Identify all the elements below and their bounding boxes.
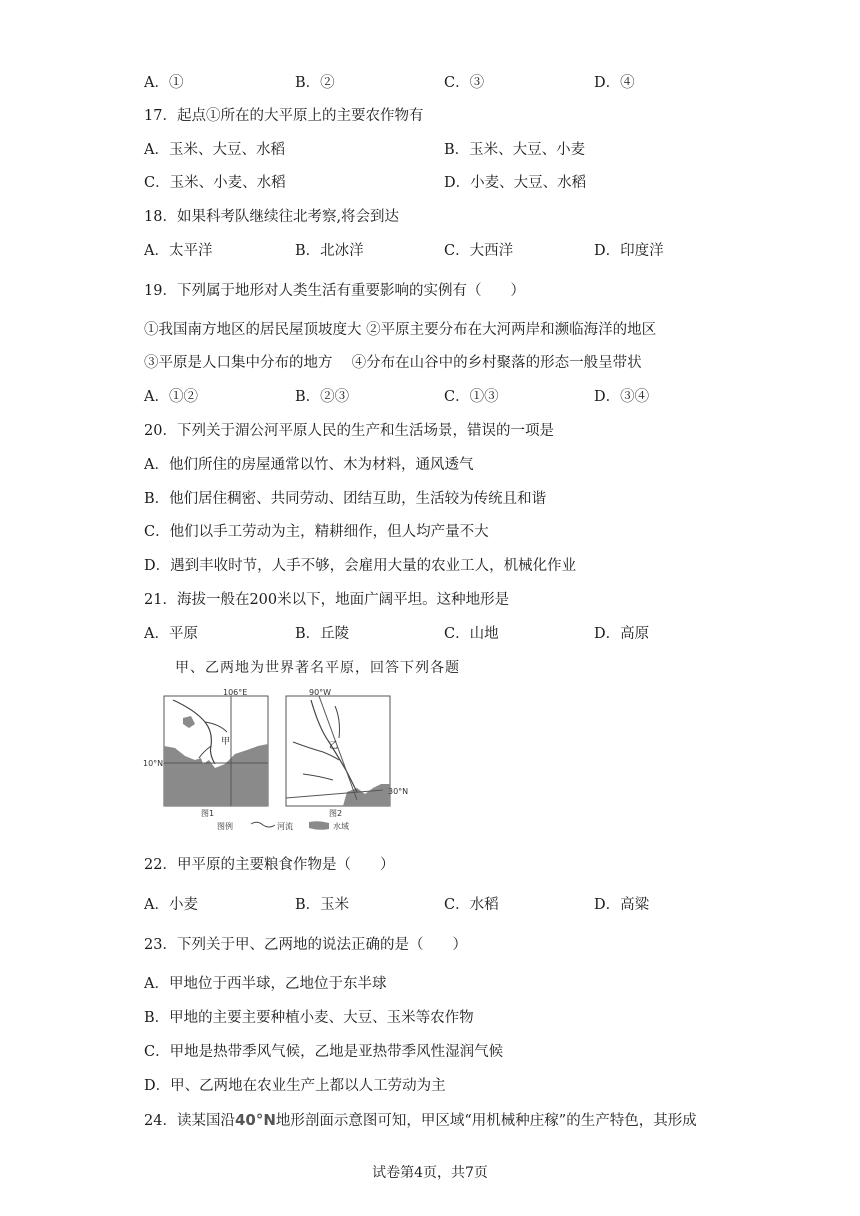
q22-stem: 22．甲平原的主要粮食作物是（ ）: [144, 857, 395, 873]
q18-option-b[interactable]: B．北冰洋: [295, 243, 364, 259]
q20-stem: 20．下列关于湄公河平原人民的生产和生活场景，错误的一项是: [144, 423, 554, 439]
q16-option-c[interactable]: C．③: [444, 75, 485, 91]
map-figure: [143, 688, 423, 840]
page-footer: 试卷第4页，共7页: [372, 1165, 488, 1181]
q21-option-b[interactable]: B．丘陵: [295, 626, 350, 642]
q17-option-b[interactable]: B．玉米、大豆、小麦: [444, 142, 586, 158]
q22-option-c[interactable]: C．水稻: [444, 897, 499, 913]
map-1-caption: 图1: [201, 809, 215, 818]
q23-option-a[interactable]: A．甲地位于西半球，乙地位于东半球: [144, 976, 387, 992]
q24-stem-part-a: 24．读某国沿: [144, 1113, 235, 1129]
map-figure-svg: [143, 688, 423, 836]
q24-latitude: 40°N: [234, 1111, 276, 1129]
legend-title: 图例: [217, 822, 233, 831]
q22-option-b[interactable]: B．玉米: [295, 897, 350, 913]
map-2-longitude-label: 90°W: [309, 688, 332, 697]
q21-option-a[interactable]: A．平原: [144, 626, 198, 642]
q17-option-d[interactable]: D．小麦、大豆、水稻: [444, 175, 587, 191]
map-1-region-label: 甲: [221, 737, 231, 747]
q16-option-d[interactable]: D．④: [594, 75, 635, 91]
q19-statements-1: ①我国南方地区的居民屋顶坡度大 ②平原主要分布在大河两岸和濒临海洋的地区: [144, 322, 657, 338]
q20-option-c[interactable]: C．他们以手工劳动为主，精耕细作，但人均产量不大: [144, 524, 489, 540]
q23-option-c[interactable]: C．甲地是热带季风气候，乙地是亚热带季风性湿润气候: [144, 1044, 504, 1060]
map-2: [286, 688, 408, 818]
map-2-latitude-label: 30°N: [388, 787, 409, 796]
q19-option-b[interactable]: B．②③: [295, 389, 350, 405]
q17-stem: 17．起点①所在的大平原上的主要农作物有: [144, 108, 424, 124]
q22-option-a[interactable]: A．小麦: [144, 897, 198, 913]
q22-option-d[interactable]: D．高粱: [594, 897, 650, 913]
legend-water-icon: [309, 821, 329, 830]
q23-option-b[interactable]: B．甲地的主要主要种植小麦、大豆、玉米等农作物: [144, 1010, 474, 1026]
q17-option-a[interactable]: A．玉米、大豆、水稻: [144, 142, 285, 158]
map-1: [143, 688, 268, 818]
q18-option-a[interactable]: A．太平洋: [144, 243, 213, 259]
q16-option-b[interactable]: B．②: [295, 75, 335, 91]
map-1-longitude-label: 106°E: [223, 688, 248, 697]
q19-option-c[interactable]: C．①③: [444, 389, 499, 405]
map-2-caption: 图2: [329, 809, 343, 818]
q24-stem-part-b: 地形剖面示意图可知，甲区域“用机械种庄稼”的生产特色，其形成: [275, 1113, 697, 1129]
group-intro: 甲、乙两地为世界著名平原，回答下列各题: [175, 660, 460, 676]
q24-stem: [144, 1110, 697, 1131]
legend-water-label: 水域: [333, 822, 349, 831]
q21-option-c[interactable]: C．山地: [444, 626, 499, 642]
q20-option-b[interactable]: B．他们居住稠密、共同劳动、团结互助，生活较为传统且和谐: [144, 491, 547, 507]
legend-river-label: 河流: [277, 822, 293, 831]
q19-option-a[interactable]: A．①②: [144, 389, 198, 405]
q19-option-d[interactable]: D．③④: [594, 389, 650, 405]
q18-stem: 18．如果科考队继续往北考察,将会到达: [144, 209, 400, 225]
q17-option-c[interactable]: C．玉米、小麦、水稻: [144, 175, 286, 191]
q21-stem: 21．海拔一般在200米以下，地面广阔平坦。这种地形是: [144, 592, 510, 608]
map-2-region-label: 乙: [329, 741, 339, 751]
q19-statements-2: ③平原是人口集中分布的地方 ④分布在山谷中的乡村聚落的形态一般呈带状: [144, 355, 642, 371]
q23-stem: 23．下列关于甲、乙两地的说法正确的是（ ）: [144, 937, 467, 953]
map-1-latitude-label: 10°N: [143, 759, 164, 768]
q16-option-a[interactable]: A．①: [144, 75, 184, 91]
q21-option-d[interactable]: D．高原: [594, 626, 650, 642]
legend-river-icon: [251, 822, 275, 827]
q20-option-a[interactable]: A．他们所住的房屋通常以竹、木为材料，通风透气: [144, 457, 474, 473]
q18-option-c[interactable]: C．大西洋: [444, 243, 514, 259]
q23-option-d[interactable]: D．甲、乙两地在农业生产上都以人工劳动为主: [144, 1078, 446, 1094]
q19-stem: 19．下列属于地形对人类生活有重要影响的实例有（ ）: [144, 283, 525, 299]
q18-option-d[interactable]: D．印度洋: [594, 243, 664, 259]
map-legend: [217, 821, 349, 831]
q20-option-d[interactable]: D．遇到丰收时节，人手不够，会雇用大量的农业工人，机械化作业: [144, 558, 577, 574]
